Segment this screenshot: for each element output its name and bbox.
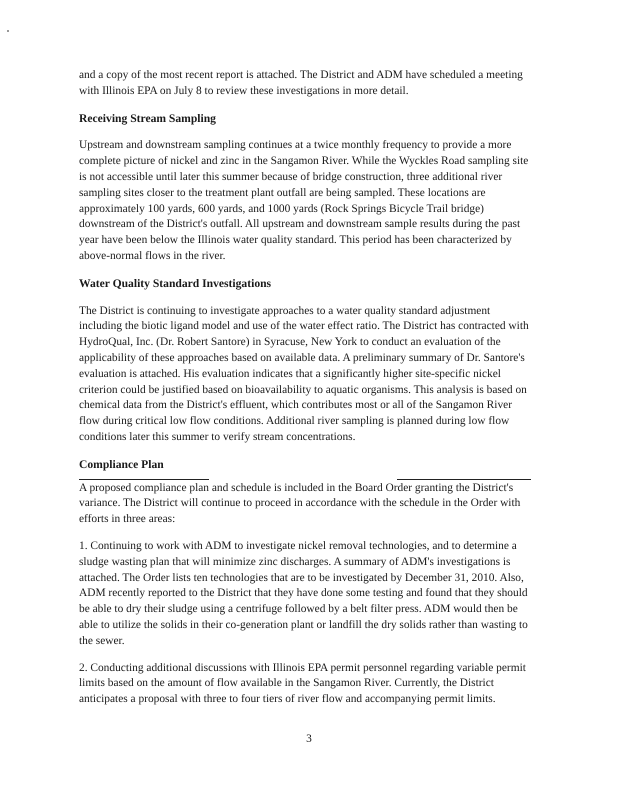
body-paragraph: The District is continuing to investigate approaches to a water quality standard adjustment including the biotic ligand model and use of the water effect ratio. The District has contracted with HydroQual, Inc. (Dr. Robert Santore) in Syracuse, New York to conduct an evaluation of the applicability of these approaches based on available data. A preliminary summary of Dr. Santore's evaluation is attached. His evaluation indicates that a significantly higher site-specific nickel criterion could be justified based on bioavailability to aquatic organisms. This analysis is based on chemical data from the District's effluent, which contributes most or all of the Sangamon River flow during critical low flow conditions. Additional river sampling is planned during low flow conditions later this summer to verify stream concentrations. <box>79 304 529 443</box>
body-paragraph: A proposed compliance plan and schedule is included in the Board Order granting the District's variance. The District will continue to proceed in accordance with the schedule in the Order with efforts in three areas: <box>79 481 521 526</box>
rule-segment-right <box>397 479 531 480</box>
section-water-quality-standard <box>79 276 531 446</box>
list-item-paragraph: 1. Continuing to work with ADM to investigate nickel removal technologies, and to determine a sludge wasting plan that will minimize zinc discharges. A summary of ADM's investigations is attached. The Order lists ten technologies that are to be investigated by December 31, 2010. Also, ADM recently reported to the District that they have done some testing and found that they should be able to dry their sludge using a centrifuge followed by a belt filter press. ADM would then be able to utilize the solids in their co-generation plant or landfill the dry solids rather than wasting to the sewer. <box>79 539 528 647</box>
section-receiving-stream-sampling <box>79 111 531 265</box>
section-heading: Compliance Plan <box>79 457 164 471</box>
list-item-paragraph: 2. Conducting additional discussions with Illinois EPA permit personnel regarding variable permit limits based on the amount of flow available in the Sangamon River. Currently, the District anticipates a proposal with three to four tiers of river flow and accompanying permit limits. <box>79 661 526 706</box>
document-page <box>79 68 531 719</box>
body-paragraph: Upstream and downstream sampling continues at a twice monthly frequency to provide a more complete picture of nickel and zinc in the Sangamon River. While the Wyckles Road sampling site is not accessible until later this summer because of bridge construction, three additional river sampling sites closer to the treatment plant outfall are being sampled. These locations are approximately 100 yards, 600 yards, and 1000 yards (Rock Springs Bicycle Trail bridge) downstream of the District's outfall. All upstream and downstream sample results during the past year have been below the Illinois water quality standard. This period has been characterized by above-normal flows in the river. <box>79 139 529 262</box>
intro-paragraph: and a copy of the most recent report is attached. The District and ADM have scheduled a meeting with Illinois EPA on July 8 to review these investigations in more detail. <box>79 69 523 97</box>
section-heading: Receiving Stream Sampling <box>79 111 216 125</box>
scan-speck <box>7 30 9 32</box>
rule-segment-left <box>79 479 209 480</box>
page-number: 3 <box>306 733 312 745</box>
section-heading: Water Quality Standard Investigations <box>79 276 272 290</box>
section-compliance-plan <box>79 457 531 708</box>
